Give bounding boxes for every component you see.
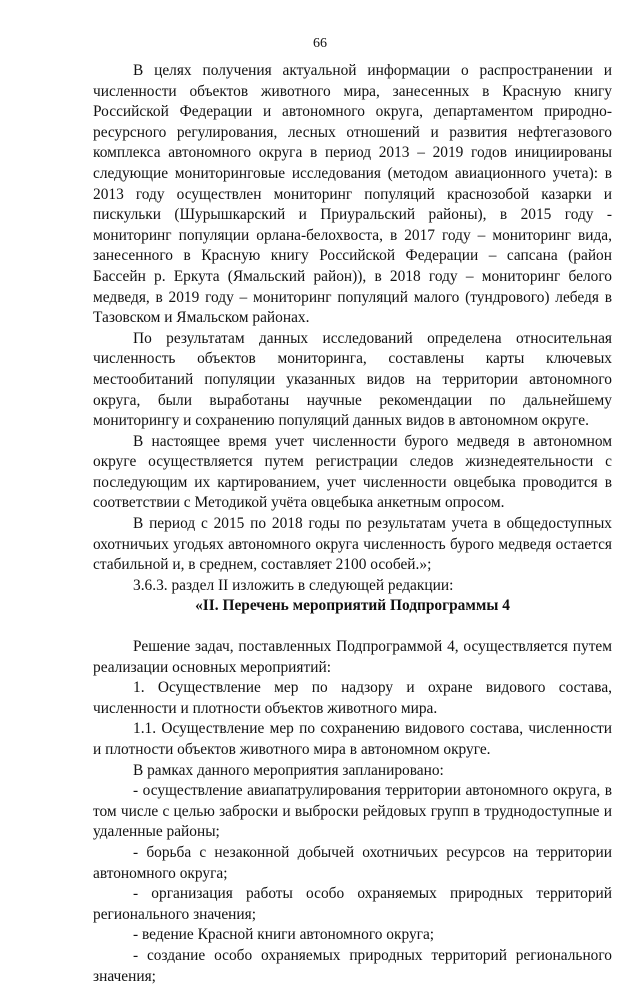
paragraph: В настоящее время учет численности бурого медведя в автономном округе осуществляется путем регистрации следов жизнедеятельности с последующим их картированием, учет численности овцебыка проводится в соответствии с Методикой учёта овцебыка анкетным опросом. [93,432,612,512]
paragraph: 1. Осуществление мер по надзору и охране видового состава, численности и плотности объектов животного мира. [93,679,612,717]
paragraph: В период с 2015 по 2018 годы по результатам учета в общедоступных охотничьих угодьях автономного округа численность бурого медведя остается стабильной и, в среднем, составляет 2100 особей.»; [93,515,612,574]
paragraph: 1.1. Осуществление мер по сохранению видового состава, численности и плотности объектов животного мира в автономном округе. [93,720,612,758]
paragraph: По результатам данных исследований определена относительная численность объектов мониторинга, составлены карты ключевых местообитаний популяции указанных видов на территории автономного округа, были выработаны научные рекомендации по дальнейшему мониторингу и сохранению популяций данных видов в автономном округе. [93,329,612,430]
section-heading: «II. Перечень мероприятий Подпрограммы 4 [195,597,510,615]
document-body [93,61,612,987]
paragraph: 3.6.3. раздел II изложить в следующей редакции: [133,576,454,594]
paragraph: В целях получения актуальной информации о распространении и численности объектов животного мира, занесенных в Красную книгу Российской Федерации и автономного округа, департаментом природно-ресурсного регулирования, лесных отношений и развития нефтегазового комплекса автономного округа в период 2013 – 2019 годов инициированы следующие мониторинговые исследования (методом авиационного учета): в 2013 году осуществлен мониторинг популяций краснозобой казарки и пискульки (Шурышкарский и Приуральский районы), в 2015 году - мониторинг популяции орлана-белохвоста, в 2017 году – мониторинг вида, занесенного в Красную книгу Российской Федерации – сапсана (район Бассейн р. Еркута (Ямальский район)), в 2018 году – мониторинг белого медведя, в 2019 году – мониторинг популяций малого (тундрового) лебедя в Тазовском и Ямальском районах. [93,62,612,327]
page-number: 66 [313,36,327,51]
list-item: - организация работы особо охраняемых природных территорий регионального значения; [93,885,612,923]
list-item: - осуществление авиапатрулирования территории автономного округа, в том числе с целью заброски и выброски рейдовых групп в труднодоступные и удаленные районы; [93,782,612,841]
list-item: - борьба с незаконной добычей охотничьих ресурсов на территории автономного округа; [93,843,612,882]
paragraph: В рамках данного мероприятия запланировано: [133,761,444,779]
paragraph: Решение задач, поставленных Подпрограммой 4, осуществляется путем реализации основных мероприятий: [93,638,612,676]
spacer [93,617,612,637]
list-item: - ведение Красной книги автономного округа; [133,926,435,944]
list-item: - создание особо охраняемых природных территорий регионального значения; [93,946,612,985]
